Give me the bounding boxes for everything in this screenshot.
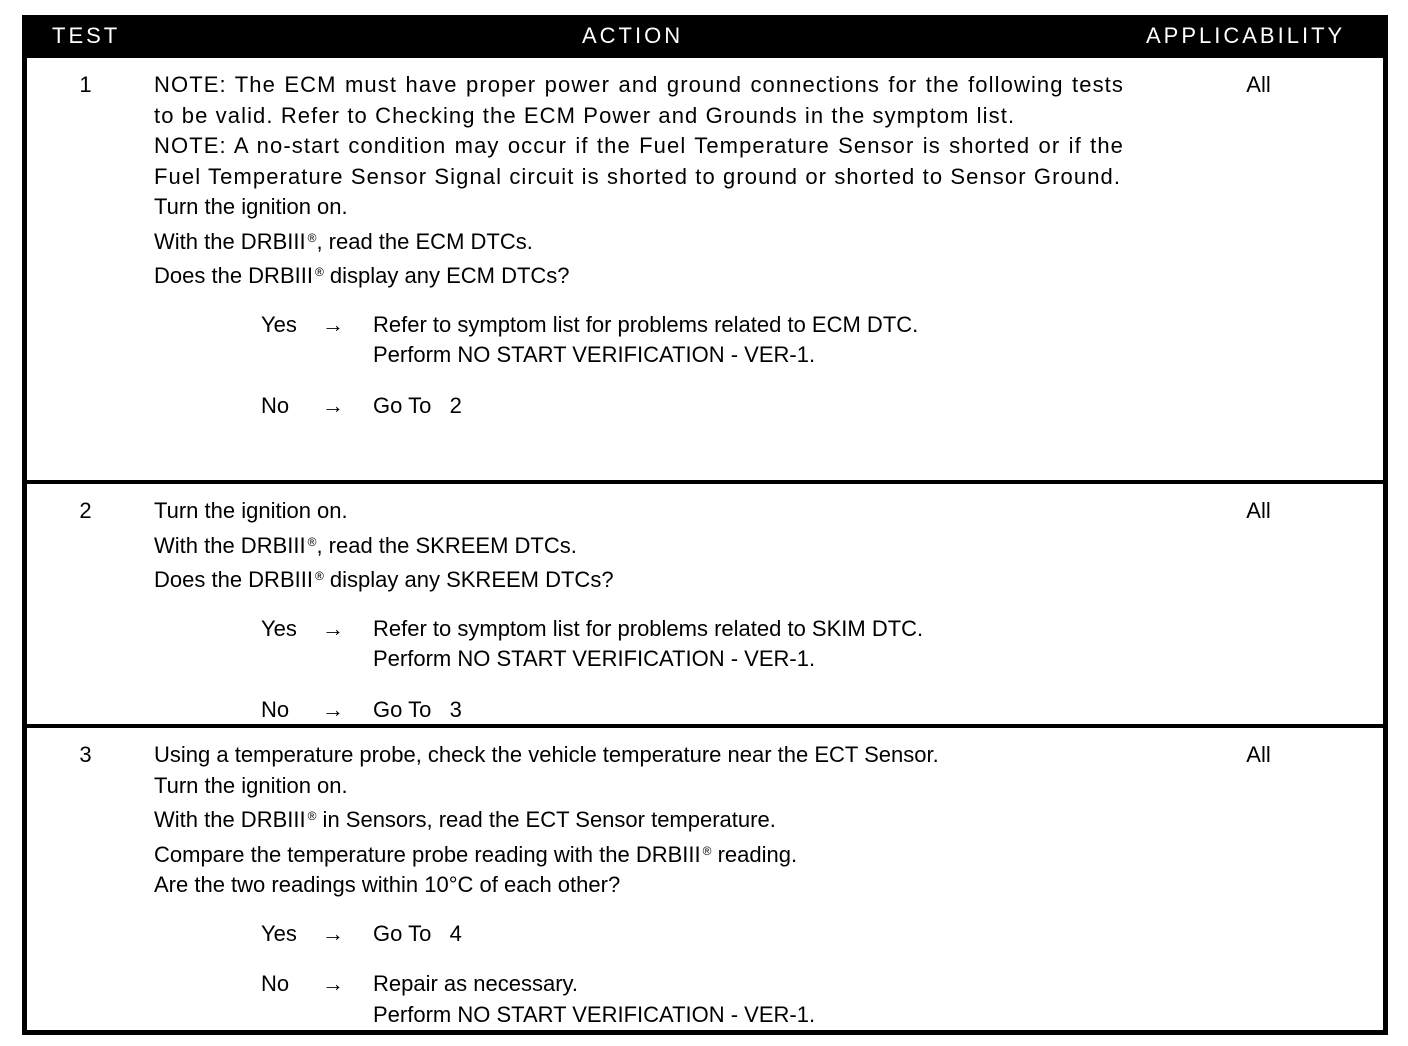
header-action: ACTION	[582, 23, 684, 48]
step-text: With the DRBIII ® in Sensors, read the ECT Sensor temperature.	[154, 807, 776, 832]
action-cell	[147, 728, 1131, 1030]
no-response: No → Go To 3	[154, 695, 1124, 726]
step-text: Using a temperature probe, check the vehicle temperature near the ECT Sensor.	[154, 742, 939, 767]
arrow-icon: →	[322, 920, 344, 946]
applicability-value: All	[1246, 742, 1271, 767]
table-row	[27, 728, 1383, 1030]
step-text: Turn the ignition on.	[154, 498, 348, 523]
registered-symbol: ®	[307, 534, 317, 549]
registered-symbol: ®	[314, 265, 324, 279]
arrow-icon: →	[322, 615, 344, 641]
no-label: No	[261, 696, 290, 722]
applicability-value: All	[1246, 72, 1271, 97]
step-text: With the DRBIII ®, read the SKREEM DTCs.	[154, 532, 577, 558]
test-number: 2	[79, 498, 92, 523]
yes-label: Yes	[261, 615, 297, 641]
applicability-cell	[1134, 484, 1383, 724]
test-number: 3	[79, 742, 92, 767]
arrow-icon: →	[322, 696, 344, 722]
applicability-cell	[1134, 728, 1383, 1030]
yes-response: Yes → Refer to symptom list for problems related to ECM DTC. Perform NO START VERIFICATION - VER-1.	[261, 311, 919, 367]
arrow-icon: →	[322, 392, 344, 418]
table-row	[27, 58, 1383, 480]
test-number: 1	[79, 72, 92, 97]
header-applicability: APPLICABILITY	[1146, 23, 1346, 48]
yes-label: Yes	[261, 311, 297, 337]
no-label: No	[261, 392, 290, 418]
step-text: Turn the ignition on.	[154, 772, 348, 798]
step-text: Compare the temperature probe reading with the DRBIII ® reading.	[154, 841, 798, 867]
step-text: With the DRBIII ®, read the ECM DTCs.	[154, 228, 533, 254]
no-response: No → Repair as necessary. Perform NO START VERIFICATION - VER-1.	[261, 971, 816, 1027]
step-text: Turn the ignition on.	[154, 194, 348, 219]
applicability-cell	[1134, 58, 1383, 480]
test-cell	[27, 728, 144, 1030]
arrow-icon: →	[322, 971, 344, 996]
no-label: No	[261, 971, 290, 996]
registered-symbol: ®	[307, 809, 317, 823]
registered-symbol: ®	[307, 230, 317, 245]
test-cell	[27, 58, 144, 480]
question-text: Does the DRBIII ® display any SKREEM DTCs?	[154, 567, 614, 592]
table-row	[27, 484, 1383, 724]
registered-symbol: ®	[314, 569, 324, 583]
note-text: NOTE: The ECM must have proper power and ground connections for the following tests to be valid. Refer to Checking the ECM Power and Grounds in the symptom list.	[154, 72, 1124, 128]
registered-symbol: ®	[702, 843, 712, 858]
note-text: NOTE: A no-start condition may occur if the Fuel Temperature Sensor is shorted or if the Fuel Temperature Sensor Signal circuit is shorted to ground or shorted to Sensor Ground.	[154, 133, 1124, 189]
action-cell	[147, 58, 1131, 480]
table-header	[22, 15, 1388, 55]
yes-response: Yes → Refer to symptom list for problems related to SKIM DTC. Perform NO START VERIFICATION - VER-1.	[261, 615, 924, 671]
action-cell	[147, 484, 1131, 724]
header-test: TEST	[52, 23, 121, 48]
arrow-icon: →	[322, 311, 344, 337]
question-text: Are the two readings within 10°C of each other?	[154, 872, 621, 897]
yes-response: Yes → Go To 4	[154, 919, 1124, 950]
applicability-value: All	[1246, 498, 1271, 523]
yes-label: Yes	[261, 920, 297, 946]
no-response: No → Go To 2	[154, 391, 1124, 422]
question-text: Does the DRBIII ® display any ECM DTCs?	[154, 263, 570, 288]
diagnostic-table	[22, 15, 1388, 1035]
test-cell	[27, 484, 144, 724]
